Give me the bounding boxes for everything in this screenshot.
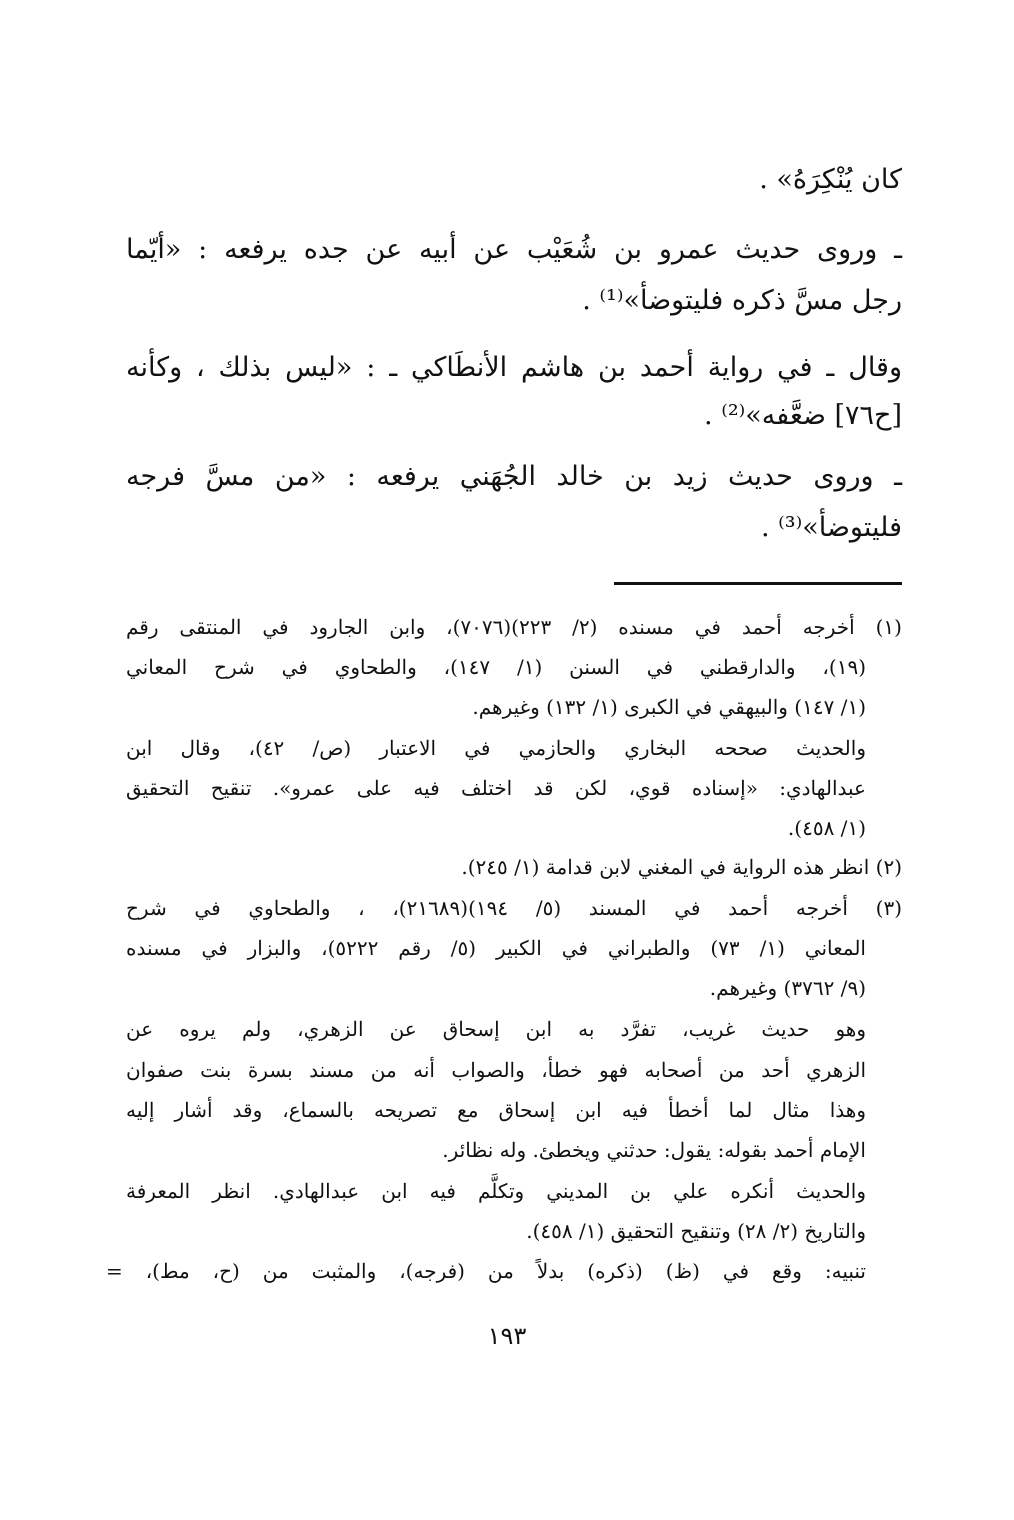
footnote-line: وهو حديث غريب، تفرَّد به ابن إسحاق عن الزهري، ولم يروه عن: [126, 1017, 866, 1041]
main-text-line: فليتوضأ»⁽³⁾ .: [760, 512, 902, 543]
footnote-line: الزهري أحد من أصحابه فهو خطأ، والصواب أنه من مسند بسرة بنت صفوان: [126, 1058, 866, 1082]
footnote-line: تنبيه: وقع في (ظ) (ذكره) بدلاً من (فرجه)، والمثبت من (ح، مط)، =: [106, 1259, 866, 1283]
footnote-line: وهذا مثال لما أخطأ فيه ابن إسحاق مع تصريحه بالسماع، وقد أشار إليه: [126, 1098, 866, 1122]
main-text-line: رجل مسَّ ذكره فليتوضأ»⁽¹⁾ .: [582, 285, 902, 316]
footnote-line: الإمام أحمد بقوله: يقول: حدثني ويخطئ. وله نظائر.: [442, 1138, 866, 1162]
footnote-line: عبدالهادي: «إسناده قوي، لكن قد اختلف فيه على عمرو». تنقيح التحقيق: [126, 776, 866, 800]
footnote-line: المعاني (١/ ٧٣) والطبراني في الكبير (٥/ رقم ٥٢٢٢)، والبزار في مسنده: [126, 936, 866, 960]
footnote-line: والحديث صححه البخاري والحازمي في الاعتبار (ص/ ٤٢)، وقال ابن: [126, 736, 866, 760]
page-number: ١٩٣: [487, 1322, 527, 1350]
footnote-line: (٣) أخرجه أحمد في المسند (٥/ ١٩٤)(٢١٦٨٩)، ، والطحاوي في شرح: [126, 896, 902, 920]
footnote-line: (١/ ٤٥٨).: [787, 816, 866, 840]
footnote-line: (٢) انظر هذه الرواية في المغني لابن قدامة (١/ ٢٤٥).: [461, 855, 902, 879]
footnote-divider: [614, 582, 902, 585]
footnote-line: (١/ ١٤٧) والبيهقي في الكبرى (١/ ١٣٢) وغيرهم.: [472, 695, 866, 719]
footnote-line: (٩/ ٣٧٦٢) وغيرهم.: [709, 976, 866, 1000]
main-text-line: كان يُنْكِرَهُ» .: [759, 164, 902, 195]
footnote-line: والتاريخ (٢/ ٢٨) وتنقيح التحقيق (١/ ٤٥٨).: [526, 1219, 866, 1243]
main-text-line: [ح٧٦] ضعَّفه»⁽²⁾ .: [704, 400, 902, 431]
footnote-line: والحديث أنكره علي بن المديني وتكلَّم فيه ابن عبدالهادي. انظر المعرفة: [126, 1179, 866, 1203]
main-text-line: ـ وروى حديث زيد بن خالد الجُهَني يرفعه : «من مسَّ فرجه: [126, 461, 902, 492]
main-text-line: وقال ـ في رواية أحمد بن هاشم الأنطَاكي ـ : «ليس بذلك ، وكأنه: [126, 352, 902, 383]
main-text-line: ـ وروى حديث عمرو بن شُعَيْب عن أبيه عن جده يرفعه : «أيّما: [126, 234, 902, 265]
footnote-line: (١٩)، والدارقطني في السنن (١/ ١٤٧)، والطحاوي في شرح المعاني: [126, 655, 866, 679]
footnote-line: (١) أخرجه أحمد في مسنده (٢/ ٢٢٣)(٧٠٧٦)، وابن الجارود في المنتقى رقم: [126, 615, 902, 639]
